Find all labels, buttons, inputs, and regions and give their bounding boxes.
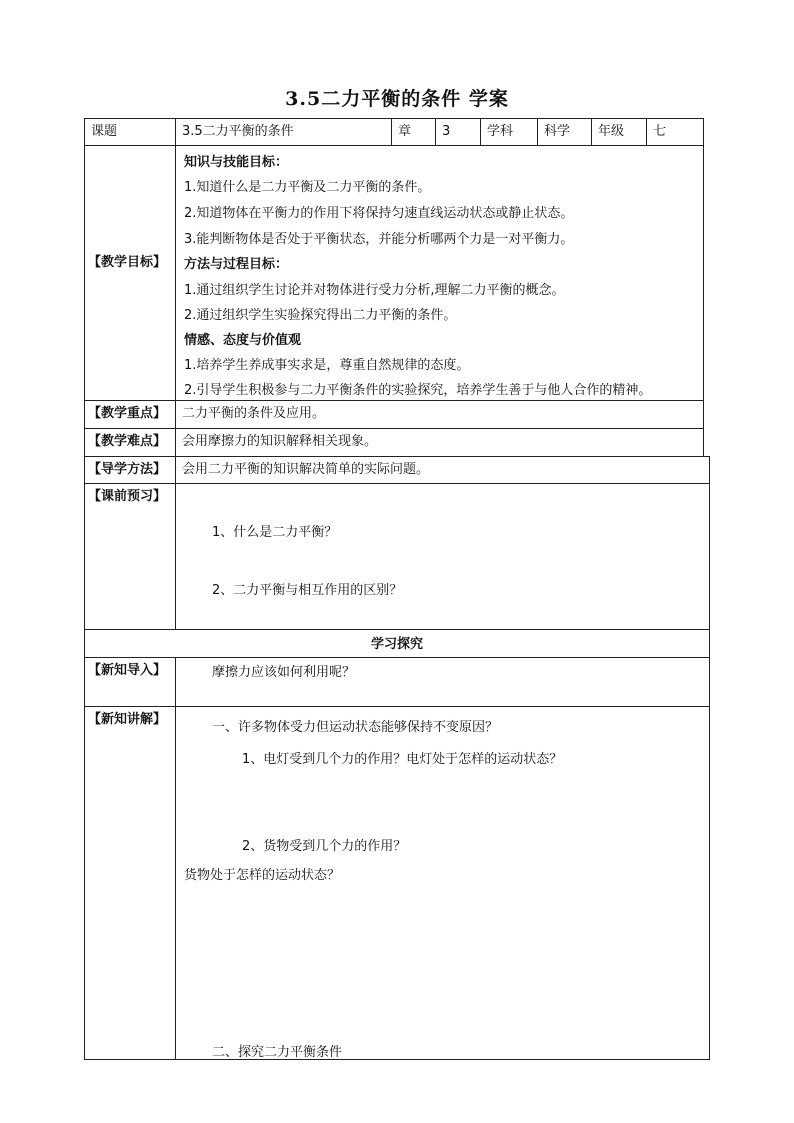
emotion-heading: 情感、态度与价值观 xyxy=(184,333,302,348)
course-value-cell xyxy=(175,118,392,146)
difficulty-label-cell xyxy=(84,428,176,457)
explore-heading: 学习探究 xyxy=(370,637,423,652)
difficulty-value: 会用摩擦力的知识解释相关现象。 xyxy=(182,434,378,449)
knowledge-item: 3.能判断物体是否处于平衡状态，并能分析哪两个力是一对平衡力。 xyxy=(184,232,574,247)
lecture-question: 2、货物受到几个力的作用？ xyxy=(242,839,407,854)
key-points-label-cell xyxy=(84,400,176,429)
subject-value: 科学 xyxy=(544,124,571,139)
preview-question: 2、二力平衡与相互作用的区别？ xyxy=(212,583,403,598)
lecture-section-1: 一、许多物体受力但运动状态能够保持不变原因？ xyxy=(212,720,499,735)
key-points-value: 二力平衡的条件及应用。 xyxy=(182,406,326,421)
method-item: 2.通过组织学生实验探究得出二力平衡的条件。 xyxy=(184,308,457,323)
objectives-label: 【教学目标】 xyxy=(88,255,167,270)
preview-label: 【课前预习】 xyxy=(88,489,167,504)
key-points-label: 【教学重点】 xyxy=(88,406,167,421)
subject-label: 学科 xyxy=(487,124,514,139)
lecture-content-cell xyxy=(175,706,710,1060)
page-title: 3.5二力平衡的条件 学案 xyxy=(285,88,509,110)
chapter-label-cell xyxy=(391,118,436,146)
lecture-label-cell xyxy=(84,706,176,1060)
intro-label: 【新知导入】 xyxy=(88,663,167,678)
emotion-item: 2.引导学生积极参与二力平衡条件的实验探究，培养学生善于与他人合作的精神。 xyxy=(184,383,652,398)
subject-label-cell xyxy=(480,118,538,146)
lecture-question-continued: 货物处于怎样的运动状态？ xyxy=(184,868,341,883)
grade-value-cell xyxy=(646,118,704,146)
course-label-cell xyxy=(84,118,176,146)
grade-label-cell xyxy=(591,118,647,146)
course-value: 3.5二力平衡的条件 xyxy=(182,124,294,139)
difficulty-label: 【教学难点】 xyxy=(88,434,167,449)
knowledge-item: 2.知道物体在平衡力的作用下将保持匀速直线运动状态或静止状态。 xyxy=(184,206,574,221)
intro-text: 摩擦力应该如何利用呢？ xyxy=(212,665,356,680)
course-label: 课题 xyxy=(91,124,118,139)
lecture-question: 1、电灯受到几个力的作用？电灯处于怎样的运动状态？ xyxy=(242,752,563,767)
guide-method-label-cell xyxy=(84,456,176,484)
method-item: 1.通过组织学生讨论并对物体进行受力分析,理解二力平衡的概念。 xyxy=(184,283,565,298)
intro-content-cell xyxy=(175,657,710,707)
grade-value: 七 xyxy=(653,124,667,139)
knowledge-heading: 知识与技能目标： xyxy=(184,155,289,170)
intro-label-cell xyxy=(84,657,176,707)
preview-content-cell xyxy=(175,483,710,630)
explore-heading-cell xyxy=(84,629,710,658)
chapter-value-cell xyxy=(435,118,481,146)
method-heading: 方法与过程目标： xyxy=(184,257,289,272)
preview-label-cell xyxy=(84,483,176,630)
grade-label: 年级 xyxy=(598,124,625,139)
lecture-label: 【新知讲解】 xyxy=(88,712,167,727)
chapter-value: 3 xyxy=(442,124,451,139)
subject-value-cell xyxy=(537,118,592,146)
key-points-value-cell xyxy=(175,400,704,429)
objectives-label-cell xyxy=(84,145,176,401)
lecture-section-2: 二、探究二力平衡条件 xyxy=(212,1045,343,1060)
guide-method-value-cell xyxy=(175,456,710,484)
guide-method-value: 会用二力平衡的知识解决简单的实际问题。 xyxy=(182,462,430,477)
preview-question: 1、什么是二力平衡？ xyxy=(212,525,338,540)
difficulty-value-cell xyxy=(175,428,704,457)
knowledge-item: 1.知道什么是二力平衡及二力平衡的条件。 xyxy=(184,180,431,195)
objectives-content-cell xyxy=(175,145,704,401)
guide-method-label: 【导学方法】 xyxy=(88,462,167,477)
emotion-item: 1.培养学生养成事实求是，尊重自然规律的态度。 xyxy=(184,358,470,373)
chapter-label: 章 xyxy=(398,124,412,139)
